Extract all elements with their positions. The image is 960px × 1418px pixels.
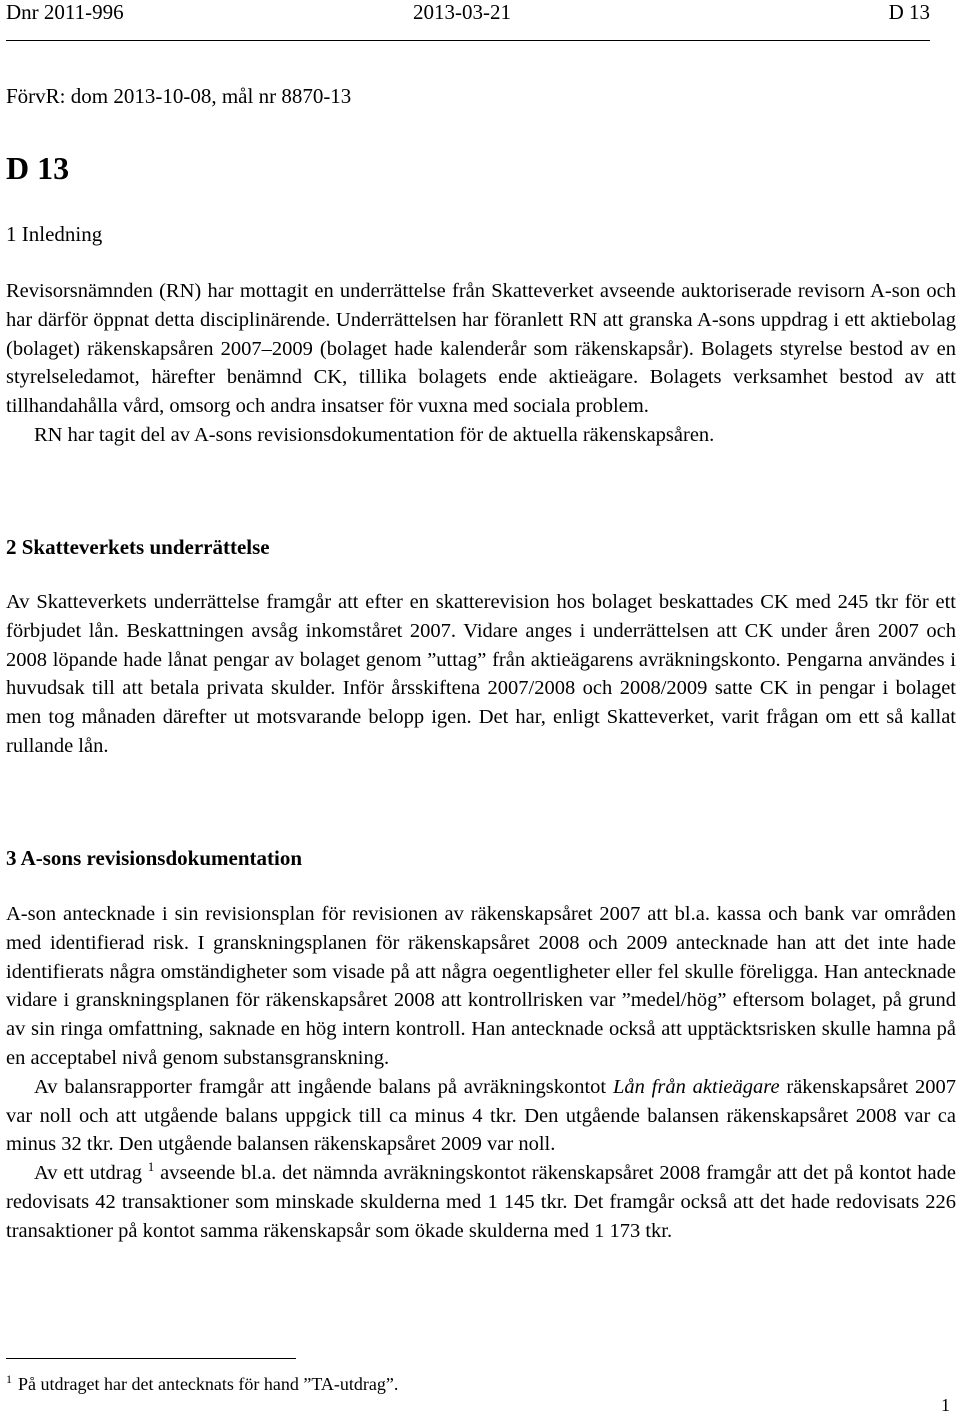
paragraph-text: Av ett utdrag — [34, 1162, 142, 1185]
section-body-1 — [6, 277, 956, 450]
footnote-marker: 1 — [6, 1372, 12, 1386]
page-number: 1 — [941, 1395, 950, 1415]
section-heading-1: 1 Inledning — [6, 222, 103, 246]
footnote-text: På utdraget har det antecknats för hand ”TA-utdrag”. — [18, 1374, 399, 1394]
section-body-2 — [6, 588, 956, 761]
paragraph-text: avseende bl.a. det nämnda avräkningskontot räkenskapsåret 2008 framgår att det på kontot hade redovisats 42 transaktioner som minskade skulderna med 1 145 tkr. Det framgår också att det hade redovisats 226 transaktioner på kontot samma räkenskapsår som ökade skulderna med 1 173 tkr. — [6, 1162, 956, 1242]
paragraph-text: Av balansrapporter framgår att ingående balans på avräkningskontot — [34, 1075, 607, 1098]
footnote-divider — [6, 1358, 296, 1359]
footnote-reference[interactable]: 1 — [147, 1159, 155, 1175]
case-number: Dnr 2011-996 — [6, 0, 124, 24]
paragraph: RN har tagit del av A-sons revisionsdokumentation för de aktuella räkenskapsåren. — [34, 423, 715, 446]
paragraph: A-son antecknade i sin revisionsplan för revisionen av räkenskapsåret 2007 att bl.a. kassa och bank var områden med identifierad risk. I granskningsplanen för räkenskapsåret 2008 och 2009 antecknade han att det inte hade identifierats några omständigheter som visade på att några oegentligheter eller fel skulle föreligga. Han antecknade vidare i granskningsplanen för räkenskapsåret 2008 att kontrollrisken var ”medel/hög” eftersom bolaget, på grund av sin ringa omfattning, saknade en hög intern kontroll. Han antecknade också att upptäcktsrisken skulle hamna på en acceptabel nivå genom substansgranskning. — [6, 903, 956, 1069]
footnote — [6, 1372, 398, 1395]
running-header — [6, 0, 930, 41]
paragraph — [6, 1073, 956, 1159]
court-reference: FörvR: dom 2013-10-08, mål nr 8870-13 — [6, 84, 352, 108]
section-body-3 — [6, 900, 956, 1246]
paragraph: Av Skatteverkets underrättelse framgår att efter en skatterevision hos bolaget beskattades CK med 245 tkr för ett förbjudet lån. Beskattningen avsåg inkomståret 2007. Vidare anges i underrättelsen att CK under åren 2007 och 2008 löpande hade lånat pengar av bolaget genom ”uttag” från aktieägarens avräkningskonto. Pengarna användes i huvudsak till att betala privata skulder. Inför årsskiftena 2007/2008 och 2008/2009 satte CK in pengar i bolaget men tog månaden därefter ut motsvarande belopp igen. Det har, enligt Skatteverket, varit frågan om ett så kallat rullande lån. — [6, 591, 956, 757]
paragraph-text: räkenskapsåret 2007 var noll och att utgående balans uppgick till ca minus 4 tkr. Den utgående balansen räkenskapsåret 2008 var ca minus 32 tkr. Den utgående balansen räkenskapsåret 2009 var noll. — [6, 1075, 956, 1156]
paragraph — [6, 1159, 956, 1245]
section-heading-3: 3 A-sons revisionsdokumentation — [6, 846, 303, 870]
section-heading-2: 2 Skatteverkets underrättelse — [6, 535, 270, 559]
decision-code: D 13 — [888, 0, 930, 24]
paragraph: Revisorsnämnden (RN) har mottagit en underrättelse från Skatteverket avseende auktoriserade revisorn A-son och har därför öppnat detta disciplinärende. Underrättelsen har föranlett RN att granska A-sons uppdrag i ett aktiebolag (bolaget) räkenskapsåren 2007–2009 (bolaget hade kalenderår som räkenskapsår). Bolagets styrelse bestod av en styrelseledamot, härefter benämnd CK, tillika bolagets ende aktieägare. Bolagets verksamhet bestod av att tillhandahålla vård, omsorg och andra insatser för vuxna med sociala problem. — [6, 280, 956, 418]
header-date: 2013-03-21 — [413, 0, 511, 24]
account-name: Lån från aktieägare — [612, 1075, 780, 1098]
page-title: D 13 — [6, 150, 70, 186]
